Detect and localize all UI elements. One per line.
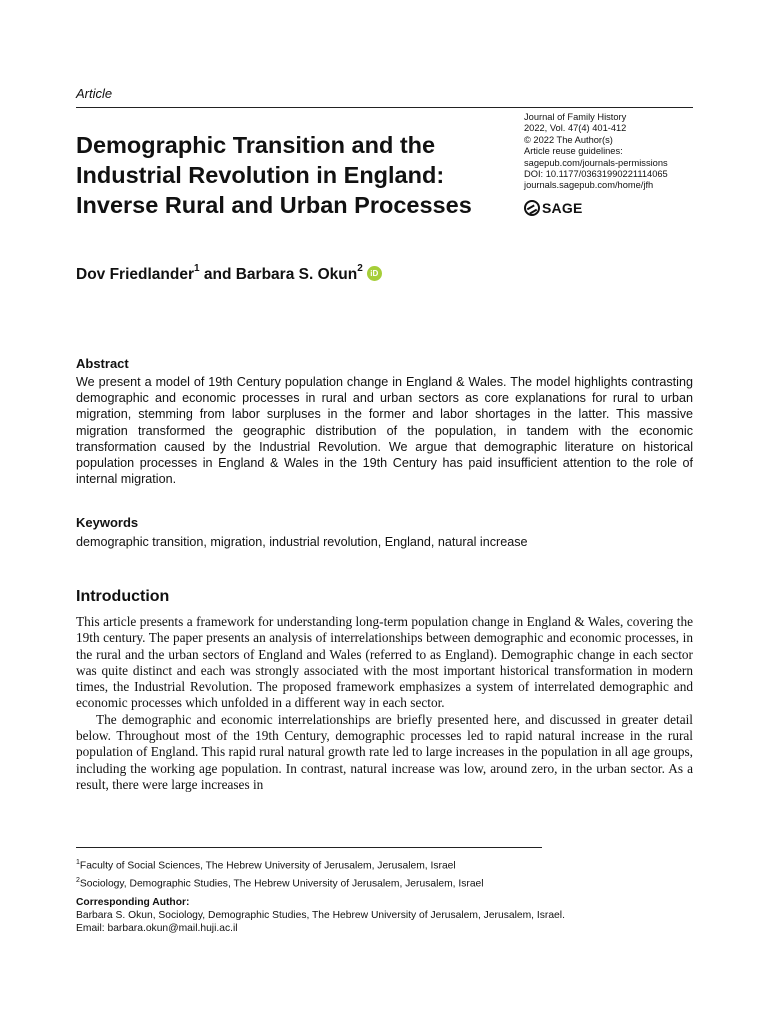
journal-home-link[interactable]: journals.sagepub.com/home/jfh	[524, 180, 654, 191]
introduction-body	[76, 614, 693, 793]
footnote-2-text: Sociology, Demographic Studies, The Hebrew University of Jerusalem, Jerusalem, Israel	[79, 878, 484, 890]
footnote-1	[76, 855, 484, 873]
permissions-link[interactable]: sagepub.com/journals-permissions	[524, 157, 668, 168]
author-2-affiliation: 2	[357, 263, 363, 274]
footnote-1-mark: 1	[76, 859, 80, 866]
header-rule	[76, 107, 693, 108]
author-line	[76, 263, 382, 284]
footnote-2	[76, 873, 484, 891]
keywords-heading: Keywords	[76, 515, 139, 530]
footnote-rule	[76, 847, 542, 848]
footnotes	[76, 855, 484, 892]
author-1-affiliation: 1	[194, 263, 200, 274]
author-2: Barbara S. Okun	[235, 266, 358, 283]
journal-name: Journal of Family History	[524, 112, 627, 122]
footnote-2-mark: 2	[76, 877, 80, 885]
publisher-name: SAGE	[542, 200, 583, 216]
corresponding-author	[76, 896, 565, 935]
journal-info	[524, 112, 704, 192]
footnote-1-text: Faculty of Social Sciences, The Hebrew University of Jerusalem, Jerusalem, Israel	[79, 860, 456, 872]
intro-paragraph-1: This article presents a framework for understanding long-term population change in England & Wales, covering the 19th century. The paper presents an analysis of interrelationships between demographic and economic processes, in the rural and the urban sectors of England and Wales (referred to as England). Demographic change in each sector was quite distinct and each was strongly associated with the most important historical transformation in modern times, the Industrial Revolution. The proposed framework emphasizes a system of interrelated demographic and economic processes which unfolded in a different way in each sector.	[76, 614, 693, 711]
journal-volume: 2022, Vol. 47(4) 401-412	[524, 123, 627, 134]
sage-mark-icon	[524, 200, 540, 216]
abstract-heading: Abstract	[76, 356, 129, 371]
corresponding-address: Barbara S. Okun, Sociology, Demographic Studies, The Hebrew University of Jerusalem, Jerusalem, Israel.	[76, 910, 565, 921]
orcid-icon[interactable]: iD	[367, 266, 382, 281]
abstract-text: We present a model of 19th Century population change in England & Wales. The model highlights contrasting demographic and economic processes in rural and urban sectors as core explanations for rural to urban migration, stemming from labor surpluses in the former and labor shortages in the latter. This massive migration transformed the geographic distribution of the population, in tandem with the economic transformation caused by the Industrial Revolution. We argue that demographic literature on historical population processes in England & Wales in the 19th Century has paid insufficient attention to the role of internal migration.	[76, 375, 693, 487]
introduction-heading: Introduction	[76, 588, 170, 605]
corresponding-email[interactable]: Email: barbara.okun@mail.huji.ac.il	[76, 923, 238, 934]
intro-paragraph-2: The demographic and economic interrelationships are briefly presented here, and discussed in greater detail below. Throughout most of the 19th Century, demographic processes led to rapid natural increase in the rural population of England. This rapid rural natural growth rate led to large increases in the population in all age groups, including the working age population. In contrast, natural increase was low, around zero, in the urban sector. As a result, there were large increases in	[76, 711, 693, 792]
article-type-label: Article	[76, 86, 113, 101]
author-connector: and	[199, 266, 236, 283]
sage-logo	[524, 200, 582, 216]
doi-link[interactable]: DOI: 10.1177/03631990221114065	[524, 169, 668, 180]
reuse-label: Article reuse guidelines:	[524, 146, 623, 157]
keywords-text: demographic transition, migration, industrial revolution, England, natural increase	[76, 535, 528, 549]
corresponding-heading: Corresponding Author:	[76, 897, 190, 908]
author-1: Dov Friedlander	[76, 266, 194, 283]
copyright: © 2022 The Author(s)	[524, 134, 613, 145]
article-title: Demographic Transition and the Industrial Revolution in England: Inverse Rural and Urban Processes	[76, 132, 472, 218]
